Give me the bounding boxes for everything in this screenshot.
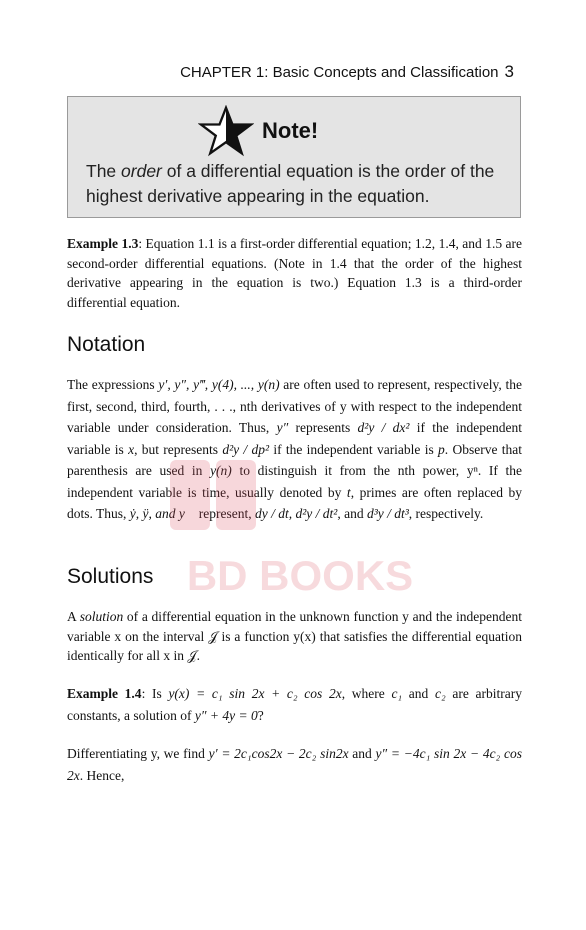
- example-1-3: [67, 234, 522, 312]
- page-header: [180, 62, 514, 82]
- note-box: [67, 96, 521, 218]
- note-title: Note!: [262, 118, 319, 143]
- differentiation-paragraph: Differentiating y, we find y′ = 2c₁cos2x − 2c₂ sin2x and y″ = −4c₁ sin 2x − 4c₂ cos 2x. Hence,: [67, 746, 522, 783]
- derivative-notation: y′, y″, y‴, y(4), ..., y(n): [158, 377, 280, 392]
- solutions-paragraph: A solution of a differential equation in the unknown function y and the independent variable x on the interval 𝒥 is a function y(x) that satisfies the differential equation identically for all x in 𝒥.: [67, 609, 522, 663]
- example-1-4: Example 1.4: Is y(x) = c₁ sin 2x + c₂ cos 2x, where c₁ and c₂ are arbitrary constants, a solution of y″ + 4y = 0?: [67, 686, 522, 723]
- page-number: 3: [504, 62, 514, 81]
- example-1-3-label: Example 1.3: [67, 236, 139, 251]
- solution-italic: solution: [79, 609, 124, 624]
- section-title-solutions: Solutions: [67, 565, 154, 588]
- example-1-3-text: : Equation 1.1 is a first-order differential equation; 1.2, 1.4, and 1.5 are second-order differential equations. (Note in 1.4 that the order of the highest derivative appearing in the equation is two.) Equation 1.3 is a third-order differential equation.: [67, 236, 522, 310]
- note-italic-order: order: [121, 161, 162, 181]
- notation-paragraph: The expressions y′, y″, y‴, y(4), ..., y(n) are often used to represent, respectively, the first, second, third, fourth, . . ., nth derivatives of y with respect to the independent variable under consideration. Thus, y″ represents d²y / dx² if the independent variable is x, but represents d²y / dp² if the independent variable is p. Observe that parenthesis are used in y(n) to distinguish it from the nth power, yⁿ. If the independent variable is time, usually denoted by t, primes are often replaced by dots. Thus, ẏ, ÿ, and y⃛ represent, dy / dt, d²y / dt², and d³y / dt³, respectively.: [67, 377, 522, 521]
- note-text: The order of a differential equation is the order of the highest derivative appearing in the equation.: [86, 161, 495, 206]
- star-icon: [198, 105, 254, 157]
- example-1-4-label: Example 1.4: [67, 686, 142, 701]
- section-title-notation: Notation: [67, 333, 146, 356]
- note-heading: [198, 105, 318, 157]
- chapter-title: CHAPTER 1: Basic Concepts and Classification: [180, 64, 499, 81]
- watermark-text: BD BOOKS: [186, 552, 414, 599]
